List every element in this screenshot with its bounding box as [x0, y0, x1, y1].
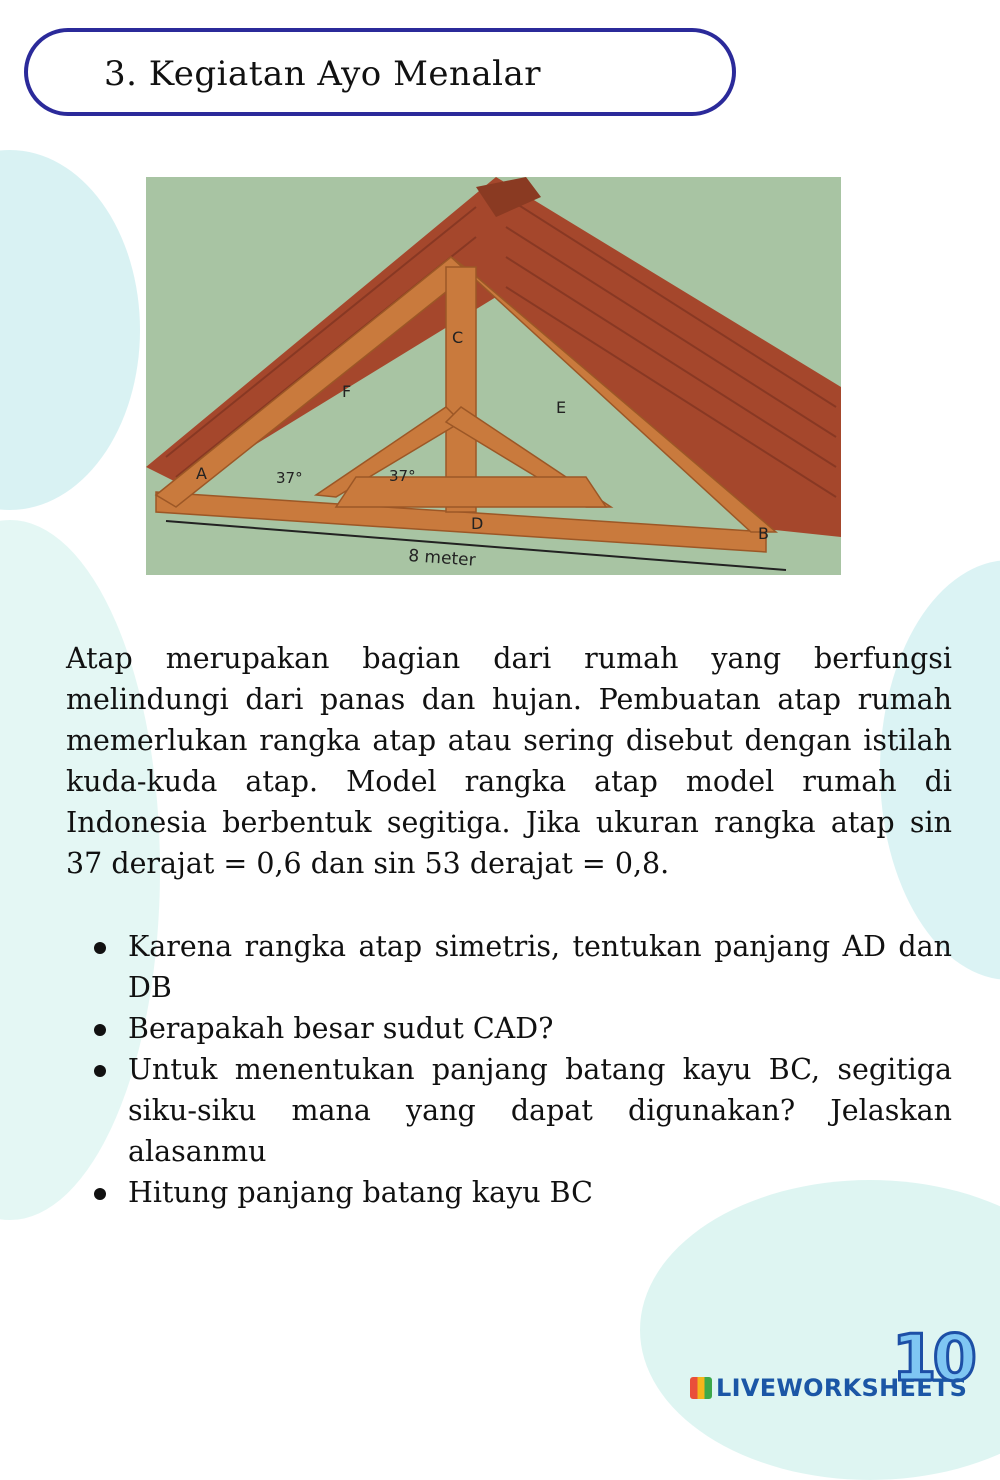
roof-truss-illustration — [146, 177, 841, 575]
question-list — [66, 926, 952, 1213]
king-post — [446, 267, 476, 512]
page-title: 3. Kegiatan Ayo Menalar — [104, 54, 542, 94]
label-angle-left: 37° — [276, 469, 303, 487]
roof-truss-figure — [146, 177, 841, 575]
page-number: 10 — [892, 1322, 974, 1396]
label-angle-right: 37° — [389, 467, 416, 485]
list-item: Hitung panjang batang kayu BC — [66, 1172, 952, 1213]
label-c: C — [452, 328, 464, 347]
liveworksheets-logo[interactable] — [690, 1374, 967, 1402]
liveworksheets-icon — [690, 1377, 712, 1399]
intro-paragraph: Atap merupakan bagian dari rumah yang berfungsi melindungi dari panas dan hujan. Pembuatan atap rumah memerlukan rangka atap atau sering disebut dengan istilah kuda-kuda atap. Model rangka atap model rumah di Indonesia berbentuk segitiga. Jika ukuran rangka atap sin 37 derajat = 0,6 dan sin 53 derajat = 0,8. — [66, 642, 952, 880]
label-b: B — [758, 524, 769, 543]
background-cloud-left — [0, 150, 140, 510]
label-a: A — [196, 464, 207, 483]
title-banner — [24, 28, 736, 116]
brand-text: LIVEWORKSHEETS — [716, 1374, 968, 1402]
label-d: D — [471, 514, 484, 533]
list-item: Berapakah besar sudut CAD? — [66, 1008, 952, 1049]
label-width: 8 meter — [407, 546, 477, 571]
bullet-icon — [94, 1065, 106, 1077]
bullet-icon — [94, 1188, 106, 1200]
label-e: E — [556, 398, 567, 417]
bullet-icon — [94, 942, 106, 954]
label-f: F — [342, 382, 352, 401]
list-item: Karena rangka atap simetris, tentukan panjang AD dan DB — [66, 926, 952, 1008]
bullet-icon — [94, 1024, 106, 1036]
list-item: Untuk menentukan panjang batang kayu BC, segitiga siku-siku mana yang dapat digunakan? Jelaskan alasanmu — [66, 1049, 952, 1172]
